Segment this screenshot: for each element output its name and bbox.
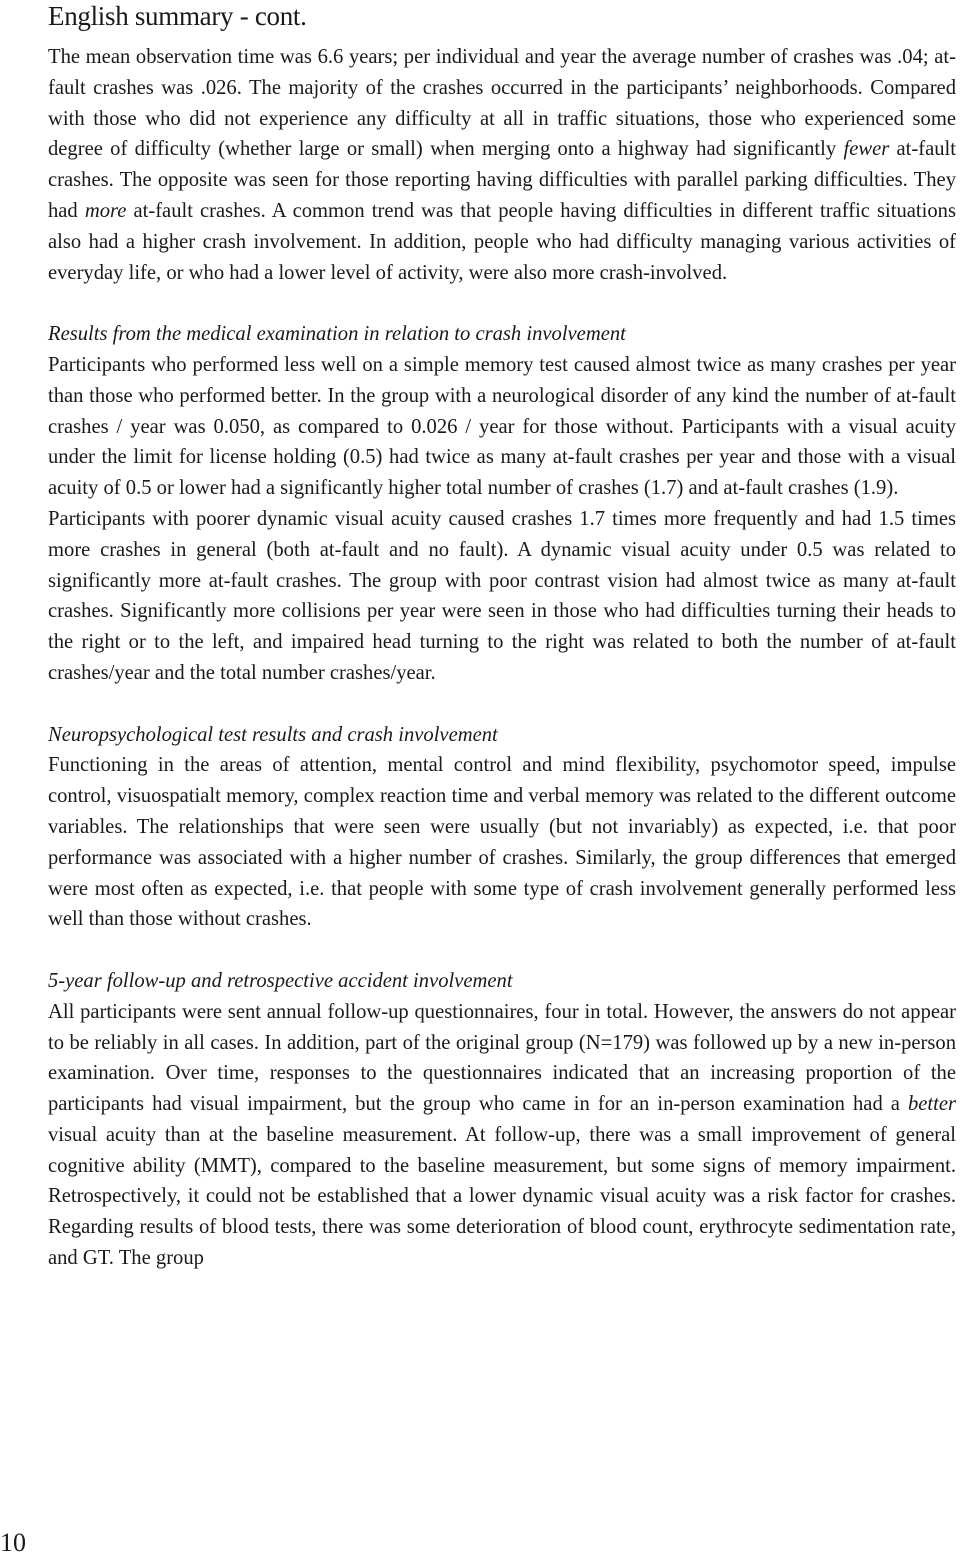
emphasis-more: more (84, 199, 127, 222)
followup-text-a: All participants were sent annual follow-up questionnaires, four in total. However, the answers do not appear to be reliably in all cases. In addition, part of the original group (N=179) was followed up by a new in-person examination. Over time, responses to the questionnaires indicated that an increasing proportion of the participants had visual impairment, but the group who came in for an in-person examination had a (48, 1000, 956, 1116)
emphasis-better: better (907, 1093, 956, 1116)
page-heading: English summary - cont. (48, 1, 307, 31)
intro-text-c: at-fault crashes. A common trend was that people having difficulties in different traffic situations also had a higher crash involvement. In addition, people who had difficulty managing various activities of everyday life, or who had a lower level of activity, were also more crash-involved. (48, 199, 956, 284)
followup-text-b: visual acuity than at the baseline measurement. At follow-up, there was a small improvement of general cognitive ability (MMT), compared to the baseline measurement, but some signs of memory impairment. Retrospectively, it could not be established that a lower dynamic visual acuity was a risk factor for crashes. Regarding results of blood tests, there was some deterioration of blood count, erythrocyte sedimentation rate, and GT. The group (48, 1123, 956, 1270)
medical-paragraph-2: Participants with poorer dynamic visual acuity caused crashes 1.7 times more frequently and had 1.5 times more crashes in general (both at-fault and no fault). A dynamic visual acuity under 0.5 was related to significantly more at-fault crashes. The group with poor contrast vision had almost twice as many at-fault crashes. Significantly more collisions per year were seen in those who had difficulties turning their heads to the right or to the left, and impaired head turning to the right was related to both the number of at-fault crashes/year and the total number crashes/year. (48, 507, 956, 684)
emphasis-fewer: fewer (843, 138, 890, 161)
followup-section-heading: 5-year follow-up and retrospective accident involvement (48, 969, 513, 992)
intro-text-a: The mean observation time was 6.6 years; per individual and year the average number of crashes was .04; at-fault crashes was .026. The majority of the crashes occurred in the participants’ neighborhoods. Compared with those who did not experience any difficulty at all in traffic situations, those who experienced some degree of difficulty (whether large or small) when merging onto a highway had significantly (48, 46, 956, 161)
medical-section-heading: Results from the medical examination in relation to crash involvement (48, 323, 626, 346)
intro-paragraph (48, 42, 956, 288)
section-gap (48, 288, 956, 319)
section-gap (48, 689, 956, 720)
intro-text-b: at-fault crashes. The opposite was seen for those reporting having difficulties with parallel parking difficulties. They had (48, 138, 957, 222)
section-gap (48, 935, 956, 966)
followup-paragraph (48, 997, 956, 1274)
neuro-section-heading: Neuropsychological test results and crash involvement (48, 723, 498, 746)
neuro-paragraph: Functioning in the areas of attention, mental control and mind flexibility, psychomotor speed, impulse control, visuospatialt memory, complex reaction time and verbal memory was related to the different outcome variables. The relationships that were seen were usually (but not invariably) as expected, i.e. that poor performance was associated with a higher number of crashes. Similarly, the group differences that emerged were most often as expected, i.e. that people with some type of crash involvement generally performed less well than those without crashes. (48, 754, 956, 931)
medical-paragraph-1: Participants who performed less well on a simple memory test caused almost twice as many crashes per year than those who performed better. In the group with a neurological disorder of any kind the number of at-fault crashes / year was 0.050, as compared to 0.026 / year for those without. Participants with a visual acuity under the limit for license holding (0.5) had twice as many at-fault crashes per year and those with a visual acuity of 0.5 or lower had a significantly higher total number of crashes (1.7) and at-fault crashes (1.9). (48, 353, 956, 500)
body-text (48, 42, 956, 1274)
page-number: 10 (0, 1528, 26, 1557)
